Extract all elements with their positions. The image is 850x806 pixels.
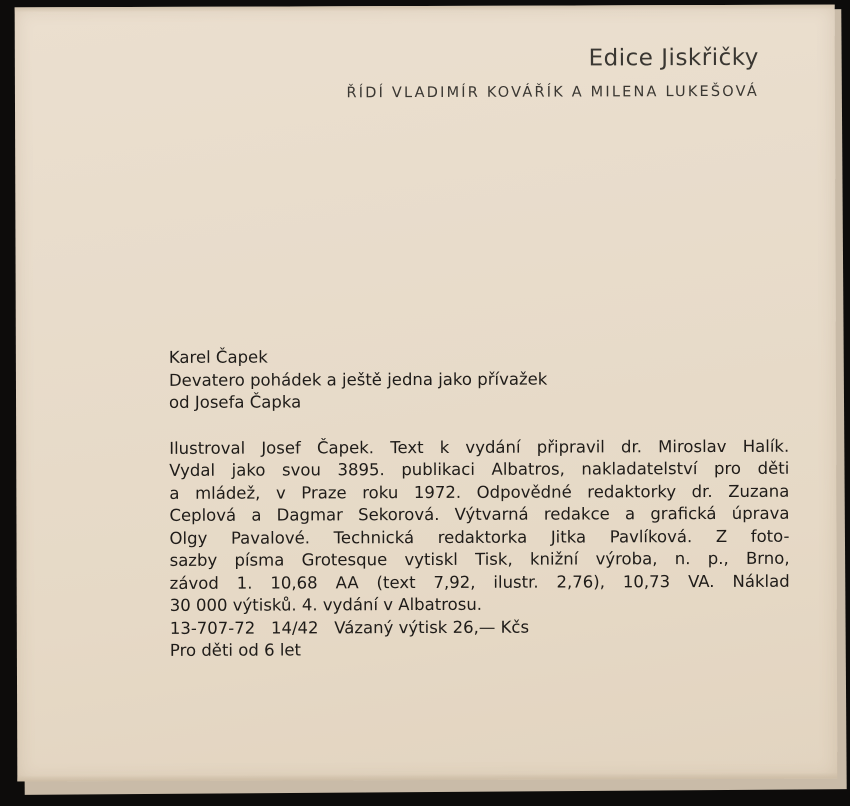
book-title-line-2: od Josefa Čapka bbox=[168, 392, 302, 412]
imprint-line-2: Vydal jako svou 3895. publikaci Albatros, nakladatelství pro děti bbox=[169, 458, 790, 480]
imprint-line-9: 13-707-72 14/42 Vázaný výtisk 26,— Kčs bbox=[169, 617, 530, 638]
imprint-line-8: 30 000 výtisků. 4. vydání v Albatrosu. bbox=[169, 594, 483, 615]
colophon-block bbox=[169, 345, 790, 663]
series-title: Edice Jiskřičky bbox=[588, 44, 759, 72]
book-title-line-1: Devatero pohádek a ještě jedna jako přívažek bbox=[168, 369, 548, 390]
imprint-line-5: Olgy Pavalové. Technická redaktorka Jitka Pavlíková. Z foto- bbox=[169, 526, 790, 548]
imprint-line-4: Ceplová a Dagmar Sekorová. Výtvarná redakce a grafická úprava bbox=[169, 503, 790, 525]
imprint-line-7: závod 1. 10,68 AA (text 7,92, ilustr. 2,76), 10,73 VA. Náklad bbox=[169, 571, 790, 593]
series-editors: ŘÍDÍ VLADIMÍR KOVÁŘÍK A MILENA LUKEŠOVÁ bbox=[346, 83, 759, 102]
book-author: Karel Čapek bbox=[168, 347, 268, 367]
imprint bbox=[169, 435, 790, 662]
imprint-line-6: sazby písma Grotesque vytiskl Tisk, knižní výroba, n. p., Brno, bbox=[169, 548, 790, 570]
imprint-line-10: Pro děti od 6 let bbox=[169, 640, 302, 660]
imprint-line-1: Ilustroval Josef Čapek. Text k vydání připravil dr. Miroslav Halík. bbox=[169, 436, 790, 458]
colophon-page bbox=[15, 5, 838, 782]
imprint-line-3: a mládež, v Praze roku 1972. Odpovědné redaktorky dr. Zuzana bbox=[169, 481, 790, 503]
block-spacer bbox=[169, 412, 789, 437]
